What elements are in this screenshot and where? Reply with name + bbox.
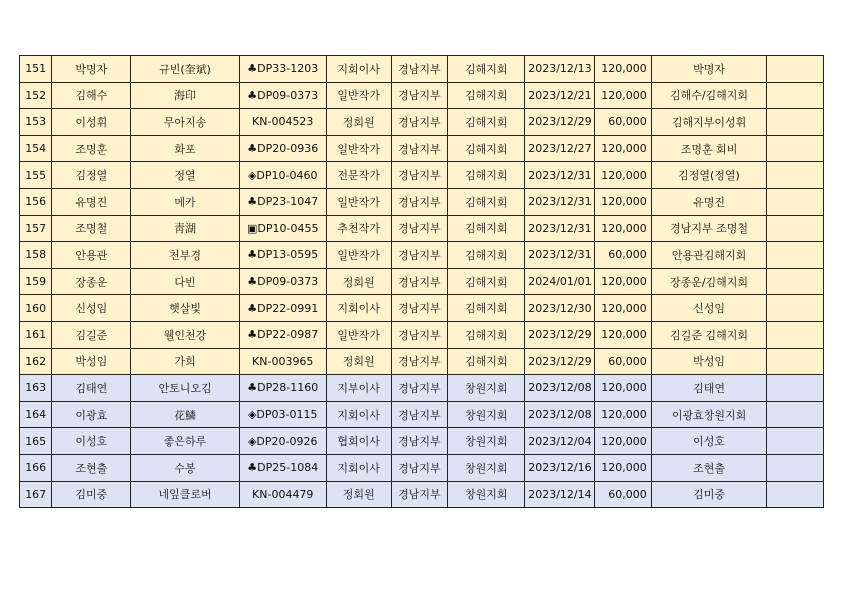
table-row xyxy=(20,188,824,215)
pen-name: 정열 xyxy=(131,162,239,189)
depositor-name: 김길준 김해지회 xyxy=(651,321,766,348)
member-code: KN-004523 xyxy=(239,109,326,136)
table-row xyxy=(20,82,824,109)
row-number: 167 xyxy=(20,481,52,508)
note-cell xyxy=(767,295,824,322)
pen-name: 천부경 xyxy=(131,242,239,269)
member-code: ♣DP33-1203 xyxy=(239,56,326,83)
member-title: 일반작가 xyxy=(326,188,391,215)
chapter-name: 김해지회 xyxy=(448,348,525,375)
payment-amount: 120,000 xyxy=(595,56,652,83)
member-code: ♣DP09-0373 xyxy=(239,82,326,109)
payment-date: 2023/12/14 xyxy=(525,481,595,508)
payment-date: 2023/12/30 xyxy=(525,295,595,322)
row-number: 158 xyxy=(20,242,52,269)
table-row xyxy=(20,242,824,269)
chapter-name: 창원지회 xyxy=(448,375,525,402)
chapter-name: 김해지회 xyxy=(448,109,525,136)
row-number: 155 xyxy=(20,162,52,189)
member-name: 이성휘 xyxy=(52,109,131,136)
chapter-name: 김해지회 xyxy=(448,215,525,242)
depositor-name: 이성호 xyxy=(651,428,766,455)
payment-amount: 120,000 xyxy=(595,375,652,402)
payment-date: 2023/12/08 xyxy=(525,401,595,428)
member-title: 일반작가 xyxy=(326,82,391,109)
depositor-name: 유명진 xyxy=(651,188,766,215)
depositor-name: 김미중 xyxy=(651,481,766,508)
chapter-name: 김해지회 xyxy=(448,82,525,109)
row-number: 161 xyxy=(20,321,52,348)
pen-name: 가희 xyxy=(131,348,239,375)
pen-name: 화포 xyxy=(131,135,239,162)
member-title: 일반작가 xyxy=(326,242,391,269)
branch-name: 경남지부 xyxy=(391,428,448,455)
member-name: 이성호 xyxy=(52,428,131,455)
pen-name: 花鱗 xyxy=(131,401,239,428)
depositor-name: 김정열(정열) xyxy=(651,162,766,189)
member-name: 신성임 xyxy=(52,295,131,322)
branch-name: 경남지부 xyxy=(391,56,448,83)
chapter-name: 김해지회 xyxy=(448,188,525,215)
table-row xyxy=(20,401,824,428)
payment-date: 2023/12/31 xyxy=(525,215,595,242)
note-cell xyxy=(767,215,824,242)
payment-amount: 60,000 xyxy=(595,242,652,269)
depositor-name: 조명훈 회비 xyxy=(651,135,766,162)
payment-date: 2023/12/13 xyxy=(525,56,595,83)
table-row xyxy=(20,56,824,83)
note-cell xyxy=(767,135,824,162)
row-number: 152 xyxy=(20,82,52,109)
member-name: 김해수 xyxy=(52,82,131,109)
table-row xyxy=(20,428,824,455)
note-cell xyxy=(767,401,824,428)
payment-date: 2023/12/31 xyxy=(525,188,595,215)
member-name: 조현출 xyxy=(52,454,131,481)
branch-name: 경남지부 xyxy=(391,188,448,215)
row-number: 156 xyxy=(20,188,52,215)
branch-name: 경남지부 xyxy=(391,82,448,109)
pen-name: 네잎클로버 xyxy=(131,481,239,508)
payment-date: 2023/12/04 xyxy=(525,428,595,455)
pen-name: 수봉 xyxy=(131,454,239,481)
member-code: ♣DP13-0595 xyxy=(239,242,326,269)
row-number: 154 xyxy=(20,135,52,162)
member-title: 지회이사 xyxy=(326,56,391,83)
depositor-name: 조현출 xyxy=(651,454,766,481)
branch-name: 경남지부 xyxy=(391,454,448,481)
row-number: 151 xyxy=(20,56,52,83)
depositor-name: 경남지부 조명철 xyxy=(651,215,766,242)
payment-date: 2024/01/01 xyxy=(525,268,595,295)
branch-name: 경남지부 xyxy=(391,375,448,402)
pen-name: 햇살빛 xyxy=(131,295,239,322)
row-number: 159 xyxy=(20,268,52,295)
payment-date: 2023/12/29 xyxy=(525,321,595,348)
branch-name: 경남지부 xyxy=(391,348,448,375)
branch-name: 경남지부 xyxy=(391,268,448,295)
payment-amount: 120,000 xyxy=(595,401,652,428)
payment-amount: 120,000 xyxy=(595,428,652,455)
member-code: KN-004479 xyxy=(239,481,326,508)
note-cell xyxy=(767,481,824,508)
member-title: 지회이사 xyxy=(326,454,391,481)
payment-amount: 120,000 xyxy=(595,188,652,215)
chapter-name: 창원지회 xyxy=(448,401,525,428)
pen-name: 靑湖 xyxy=(131,215,239,242)
payment-date: 2023/12/29 xyxy=(525,348,595,375)
member-name: 김태연 xyxy=(52,375,131,402)
member-name: 안용관 xyxy=(52,242,131,269)
member-code: ▣DP10-0455 xyxy=(239,215,326,242)
chapter-name: 창원지회 xyxy=(448,454,525,481)
member-code: ◈DP03-0115 xyxy=(239,401,326,428)
member-name: 김길준 xyxy=(52,321,131,348)
row-number: 166 xyxy=(20,454,52,481)
branch-name: 경남지부 xyxy=(391,242,448,269)
member-name: 이광효 xyxy=(52,401,131,428)
payment-amount: 60,000 xyxy=(595,348,652,375)
row-number: 160 xyxy=(20,295,52,322)
member-name: 조명철 xyxy=(52,215,131,242)
member-code: KN-003965 xyxy=(239,348,326,375)
pen-name: 안토니오김 xyxy=(131,375,239,402)
depositor-name: 김해수/김해지회 xyxy=(651,82,766,109)
member-title: 전문작가 xyxy=(326,162,391,189)
chapter-name: 김해지회 xyxy=(448,295,525,322)
branch-name: 경남지부 xyxy=(391,321,448,348)
member-title: 지부이사 xyxy=(326,375,391,402)
note-cell xyxy=(767,428,824,455)
depositor-name: 박명자 xyxy=(651,56,766,83)
payment-date: 2023/12/08 xyxy=(525,375,595,402)
note-cell xyxy=(767,375,824,402)
payment-amount: 120,000 xyxy=(595,268,652,295)
chapter-name: 김해지회 xyxy=(448,321,525,348)
member-code: ♣DP20-0936 xyxy=(239,135,326,162)
member-name: 장종운 xyxy=(52,268,131,295)
chapter-name: 김해지회 xyxy=(448,56,525,83)
payment-date: 2023/12/27 xyxy=(525,135,595,162)
branch-name: 경남지부 xyxy=(391,401,448,428)
branch-name: 경남지부 xyxy=(391,481,448,508)
note-cell xyxy=(767,321,824,348)
note-cell xyxy=(767,162,824,189)
payment-date: 2023/12/31 xyxy=(525,242,595,269)
row-number: 164 xyxy=(20,401,52,428)
depositor-name: 신성임 xyxy=(651,295,766,322)
table-row xyxy=(20,454,824,481)
member-title: 협회이사 xyxy=(326,428,391,455)
member-title: 일반작가 xyxy=(326,321,391,348)
table-row xyxy=(20,321,824,348)
member-name: 조명훈 xyxy=(52,135,131,162)
member-code: ♣DP23-1047 xyxy=(239,188,326,215)
member-code: ♣DP25-1084 xyxy=(239,454,326,481)
branch-name: 경남지부 xyxy=(391,135,448,162)
depositor-name: 김태연 xyxy=(651,375,766,402)
pen-name: 메카 xyxy=(131,188,239,215)
member-title: 일반작가 xyxy=(326,135,391,162)
payment-date: 2023/12/21 xyxy=(525,82,595,109)
member-title: 지회이사 xyxy=(326,295,391,322)
member-title: 정회원 xyxy=(326,481,391,508)
member-code: ♣DP28-1160 xyxy=(239,375,326,402)
member-code: ♣DP22-0987 xyxy=(239,321,326,348)
member-title: 정회원 xyxy=(326,109,391,136)
table-row xyxy=(20,162,824,189)
table-row xyxy=(20,375,824,402)
note-cell xyxy=(767,242,824,269)
table-row xyxy=(20,215,824,242)
branch-name: 경남지부 xyxy=(391,109,448,136)
depositor-name: 안용관김해지회 xyxy=(651,242,766,269)
member-code: ♣DP09-0373 xyxy=(239,268,326,295)
chapter-name: 김해지회 xyxy=(448,268,525,295)
depositor-name: 박성임 xyxy=(651,348,766,375)
note-cell xyxy=(767,109,824,136)
member-name: 박명자 xyxy=(52,56,131,83)
depositor-name: 장종운/김해지회 xyxy=(651,268,766,295)
note-cell xyxy=(767,82,824,109)
member-code: ◈DP20-0926 xyxy=(239,428,326,455)
note-cell xyxy=(767,268,824,295)
member-name: 김정열 xyxy=(52,162,131,189)
table-row xyxy=(20,268,824,295)
chapter-name: 김해지회 xyxy=(448,135,525,162)
table-row xyxy=(20,348,824,375)
branch-name: 경남지부 xyxy=(391,215,448,242)
member-name: 김미중 xyxy=(52,481,131,508)
depositor-name: 김해지부이성휘 xyxy=(651,109,766,136)
row-number: 153 xyxy=(20,109,52,136)
note-cell xyxy=(767,348,824,375)
payment-amount: 120,000 xyxy=(595,454,652,481)
member-title: 지회이사 xyxy=(326,401,391,428)
member-title: 정회원 xyxy=(326,348,391,375)
pen-name: 웰인천강 xyxy=(131,321,239,348)
depositor-name: 이광효창원지회 xyxy=(651,401,766,428)
table-row xyxy=(20,109,824,136)
chapter-name: 김해지회 xyxy=(448,242,525,269)
payment-amount: 120,000 xyxy=(595,215,652,242)
table-row xyxy=(20,481,824,508)
row-number: 165 xyxy=(20,428,52,455)
member-title: 추천작가 xyxy=(326,215,391,242)
row-number: 157 xyxy=(20,215,52,242)
chapter-name: 창원지회 xyxy=(448,481,525,508)
chapter-name: 김해지회 xyxy=(448,162,525,189)
note-cell xyxy=(767,188,824,215)
payment-date: 2023/12/29 xyxy=(525,109,595,136)
member-dues-table xyxy=(19,55,824,508)
branch-name: 경남지부 xyxy=(391,295,448,322)
table-row xyxy=(20,135,824,162)
branch-name: 경남지부 xyxy=(391,162,448,189)
chapter-name: 창원지회 xyxy=(448,428,525,455)
pen-name: 규빈(奎斌) xyxy=(131,56,239,83)
table-row xyxy=(20,295,824,322)
pen-name: 무아지송 xyxy=(131,109,239,136)
member-title: 정회원 xyxy=(326,268,391,295)
pen-name: 좋은하루 xyxy=(131,428,239,455)
payment-amount: 120,000 xyxy=(595,295,652,322)
pen-name: 海印 xyxy=(131,82,239,109)
member-name: 유명진 xyxy=(52,188,131,215)
payment-amount: 120,000 xyxy=(595,82,652,109)
member-name: 박성임 xyxy=(52,348,131,375)
note-cell xyxy=(767,454,824,481)
payment-amount: 120,000 xyxy=(595,135,652,162)
payment-amount: 120,000 xyxy=(595,162,652,189)
row-number: 163 xyxy=(20,375,52,402)
note-cell xyxy=(767,56,824,83)
payment-date: 2023/12/16 xyxy=(525,454,595,481)
pen-name: 다빈 xyxy=(131,268,239,295)
payment-date: 2023/12/31 xyxy=(525,162,595,189)
payment-amount: 60,000 xyxy=(595,109,652,136)
member-code: ♣DP22-0991 xyxy=(239,295,326,322)
payment-amount: 120,000 xyxy=(595,321,652,348)
payment-amount: 60,000 xyxy=(595,481,652,508)
member-code: ◈DP10-0460 xyxy=(239,162,326,189)
row-number: 162 xyxy=(20,348,52,375)
